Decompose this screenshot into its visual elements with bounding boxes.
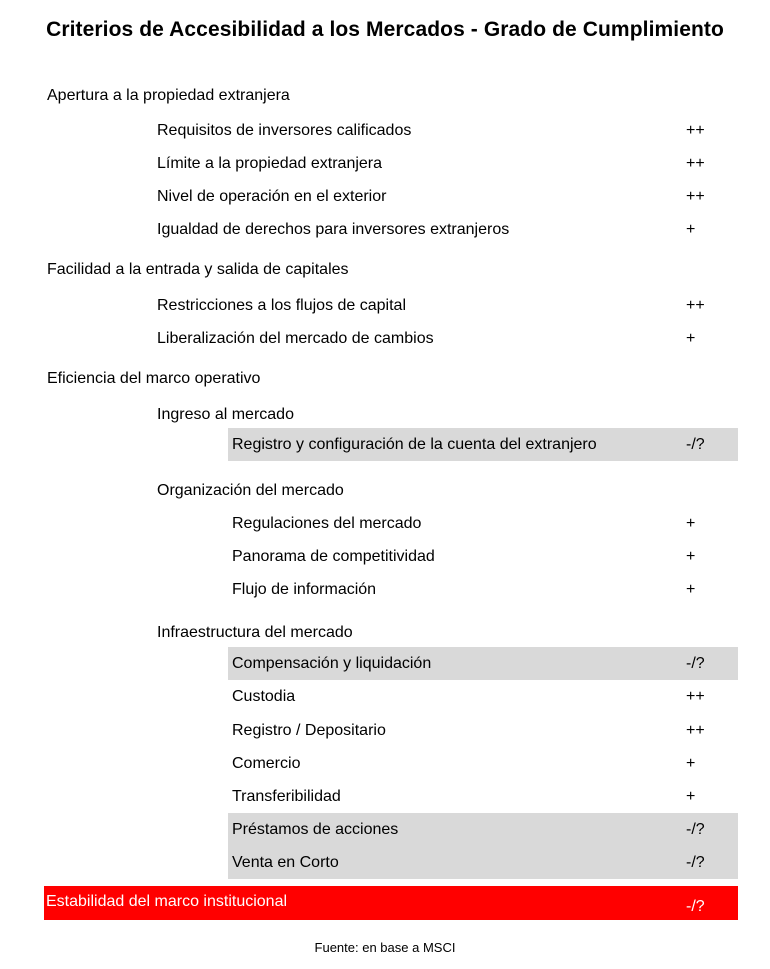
criterion-label: Requisitos de inversores calificados <box>157 122 412 139</box>
section-heading-estabilidad: Estabilidad del marco institucional <box>46 893 288 910</box>
criterion-score: + <box>686 788 696 805</box>
criterion-label: Límite a la propiedad extranjera <box>157 155 383 172</box>
criterion-row <box>228 714 738 747</box>
criterion-row <box>228 780 738 813</box>
criterion-label: Compensación y liquidación <box>232 655 432 672</box>
criterion-label: Flujo de información <box>232 581 377 598</box>
criterion-row <box>228 540 738 573</box>
section-heading-apertura: Apertura a la propiedad extranjera <box>47 87 290 104</box>
section-heading-facilidad: Facilidad a la entrada y salida de capitales <box>47 261 349 278</box>
criterion-label: Comercio <box>232 755 301 772</box>
criterion-score: + <box>686 515 696 532</box>
criterion-score: -/? <box>686 821 705 838</box>
criterion-row <box>153 147 738 180</box>
criterion-row <box>153 322 738 355</box>
criterion-score: + <box>686 581 696 598</box>
criterion-row <box>153 289 738 322</box>
criterion-label: Registro y configuración de la cuenta del extranjero <box>232 436 597 453</box>
section-heading-eficiencia: Eficiencia del marco operativo <box>47 370 261 387</box>
criterion-label: Nivel de operación en el exterior <box>157 188 387 205</box>
criterion-score: ++ <box>686 297 705 314</box>
criterion-label: Venta en Corto <box>232 854 339 871</box>
criterion-row <box>153 213 738 246</box>
criterion-label: Regulaciones del mercado <box>232 515 422 532</box>
criterion-row <box>228 573 738 606</box>
criterion-label: Panorama de competitividad <box>232 548 435 565</box>
criterion-score: ++ <box>686 722 705 739</box>
criterion-label: Liberalización del mercado de cambios <box>157 330 434 347</box>
criterion-score: ++ <box>686 688 705 705</box>
criterion-score: + <box>686 221 696 238</box>
criterion-row-highlighted <box>228 428 738 461</box>
criterion-score: + <box>686 548 696 565</box>
criterion-row-highlighted <box>228 813 738 846</box>
criterion-label: Custodia <box>232 688 296 705</box>
criterion-score: -/? <box>686 436 705 453</box>
criterion-score: -/? <box>686 655 705 672</box>
criterion-score: -/? <box>686 854 705 871</box>
criterion-row <box>228 747 738 780</box>
criterion-label: Transferibilidad <box>232 788 341 805</box>
subsection-heading-organizacion: Organización del mercado <box>157 482 344 499</box>
criterion-label: Registro / Depositario <box>232 722 386 739</box>
criterion-label: Restricciones a los flujos de capital <box>157 297 407 314</box>
criterion-row <box>153 180 738 213</box>
criterion-row-highlighted <box>228 647 738 680</box>
criterion-score: + <box>686 330 696 347</box>
criterion-row <box>228 680 738 713</box>
criterion-score: ++ <box>686 122 705 139</box>
criterion-row <box>153 114 738 147</box>
subsection-heading-infraestructura: Infraestructura del mercado <box>157 624 353 641</box>
page-title: Criterios de Accesibilidad a los Mercados - Grado de Cumplimiento <box>46 18 724 41</box>
criterion-score: ++ <box>686 188 705 205</box>
source-note: Fuente: en base a MSCI <box>314 940 456 955</box>
criterion-label: Igualdad de derechos para inversores extranjeros <box>157 221 510 238</box>
criterion-score: -/? <box>686 898 705 915</box>
section-row-estabilidad <box>44 886 738 920</box>
criterion-row <box>228 507 738 540</box>
subsection-heading-ingreso: Ingreso al mercado <box>157 406 294 423</box>
criterion-row-highlighted <box>228 846 738 879</box>
criterion-label: Préstamos de acciones <box>232 821 399 838</box>
criterion-score: + <box>686 755 696 772</box>
criterion-score: ++ <box>686 155 705 172</box>
